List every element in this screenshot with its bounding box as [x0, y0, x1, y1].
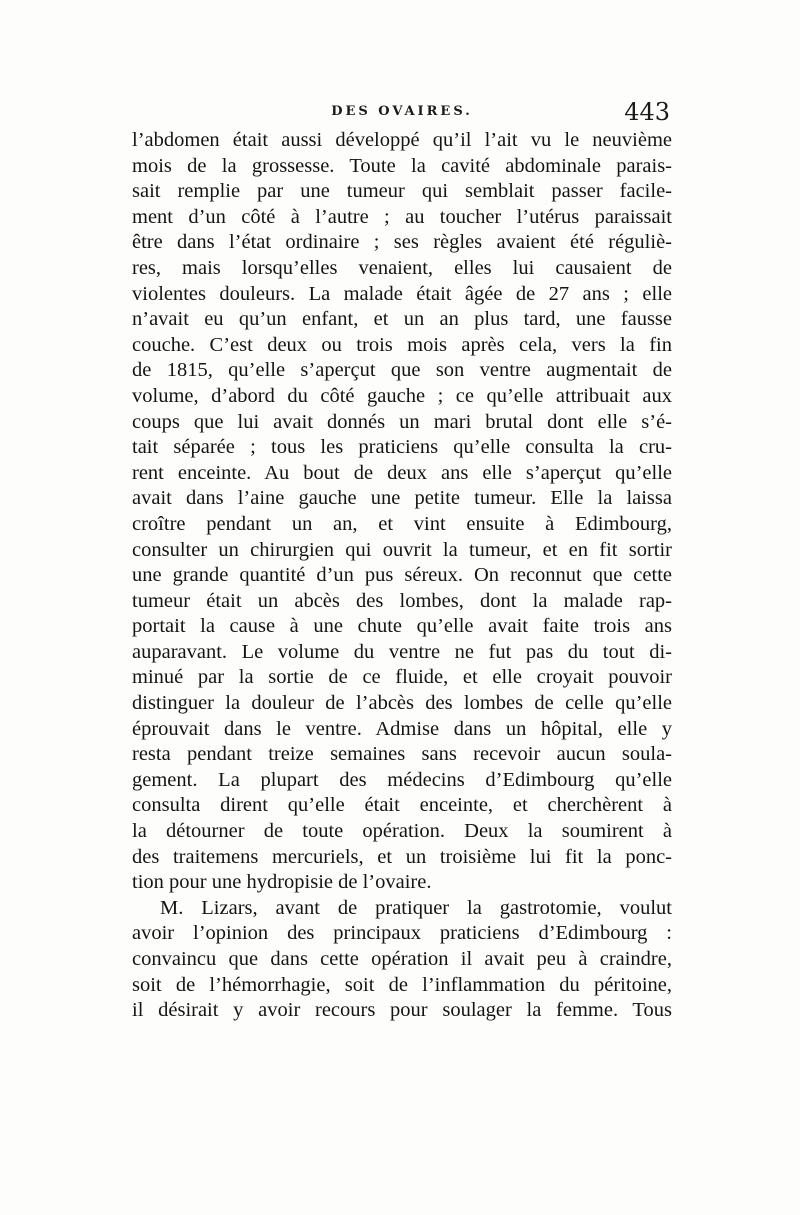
text-line: tumeur était un abcès des lombes, dont la malade rap-	[132, 589, 672, 612]
text-line: resta pendant treize semaines sans recevoir aucun soula-	[132, 743, 672, 766]
text-line: être dans l’état ordinaire ; ses règles avaient été réguliè-	[132, 231, 672, 254]
text-line: convaincu que dans cette opération il avait peu à craindre,	[132, 948, 672, 970]
text-line: consulter un chirurgien qui ouvrit la tumeur, et en fit sortir	[132, 538, 672, 561]
paragraph-end-line: tion pour une hydropisie de l’ovaire.	[132, 871, 432, 894]
text-line: mois de la grossesse. Toute la cavité abdominale parais-	[132, 154, 672, 177]
text-line: ment d’un côté à l’autre ; au toucher l’utérus paraissait	[132, 205, 672, 228]
text-line: l’abdomen était aussi développé qu’il l’ait vu le neuvième	[132, 129, 672, 151]
body-text	[132, 128, 672, 1024]
paragraph-start-line: M. Lizars, avant de pratiquer la gastrotomie, voulut	[160, 896, 672, 919]
text-line: tait séparée ; tous les praticiens qu’elle consulta la cru-	[132, 436, 672, 459]
text-line: distinguer la douleur de l’abcès des lombes de celle qu’elle	[132, 692, 672, 715]
text-line: minué par la sortie de ce fluide, et elle croyait pouvoir	[132, 666, 672, 689]
text-line: croître pendant un an, et vint ensuite à Edimbourg,	[132, 512, 672, 535]
text-line: une grande quantité d’un pus séreux. On reconnut que cette	[132, 564, 672, 587]
text-line: coups que lui avait donnés un mari brutal dont elle s’é-	[132, 410, 672, 433]
text-line: des traitemens mercuriels, et un troisième lui fit la ponc-	[132, 845, 672, 868]
text-line: il désirait y avoir recours pour soulager la femme. Tous	[132, 999, 672, 1022]
text-line: la détourner de toute opération. Deux la soumirent à	[132, 820, 672, 843]
text-line: avoir l’opinion des principaux praticiens d’Edimbourg :	[132, 922, 672, 945]
text-line: couche. C’est deux ou trois mois après cela, vers la fin	[132, 333, 672, 356]
running-title: DES OVAIRES.	[331, 104, 473, 119]
text-line: consulta dirent qu’elle était enceinte, et cherchèrent à	[132, 794, 672, 817]
text-line: soit de l’hémorrhagie, soit de l’inflammation du péritoine,	[132, 973, 672, 996]
text-line: de 1815, qu’elle s’aperçut que son ventre augmentait de	[132, 359, 672, 382]
text-line: rent enceinte. Au bout de deux ans elle s’aperçut qu’elle	[132, 461, 672, 484]
text-line: violentes douleurs. La malade était âgée de 27 ans ; elle	[132, 282, 672, 305]
text-line: res, mais lorsqu’elles venaient, elles lui causaient de	[132, 256, 672, 279]
text-line: n’avait eu qu’un enfant, et un an plus tard, une fausse	[132, 308, 672, 331]
text-line: volume, d’abord du côté gauche ; ce qu’elle attribuait aux	[132, 384, 672, 407]
text-line: gement. La plupart des médecins d’Edimbourg qu’elle	[132, 768, 672, 791]
text-line: éprouvait dans le ventre. Admise dans un hôpital, elle y	[132, 717, 672, 740]
text-line: avait dans l’aine gauche une petite tumeur. Elle la laissa	[132, 487, 672, 510]
text-line: portait la cause à une chute qu’elle avait faite trois ans	[132, 615, 672, 638]
text-line: auparavant. Le volume du ventre ne fut pas du tout di-	[132, 640, 672, 663]
page-number: 443	[624, 98, 670, 126]
text-line: sait remplie par une tumeur qui semblait passer facile-	[132, 180, 672, 203]
running-head	[132, 100, 672, 126]
